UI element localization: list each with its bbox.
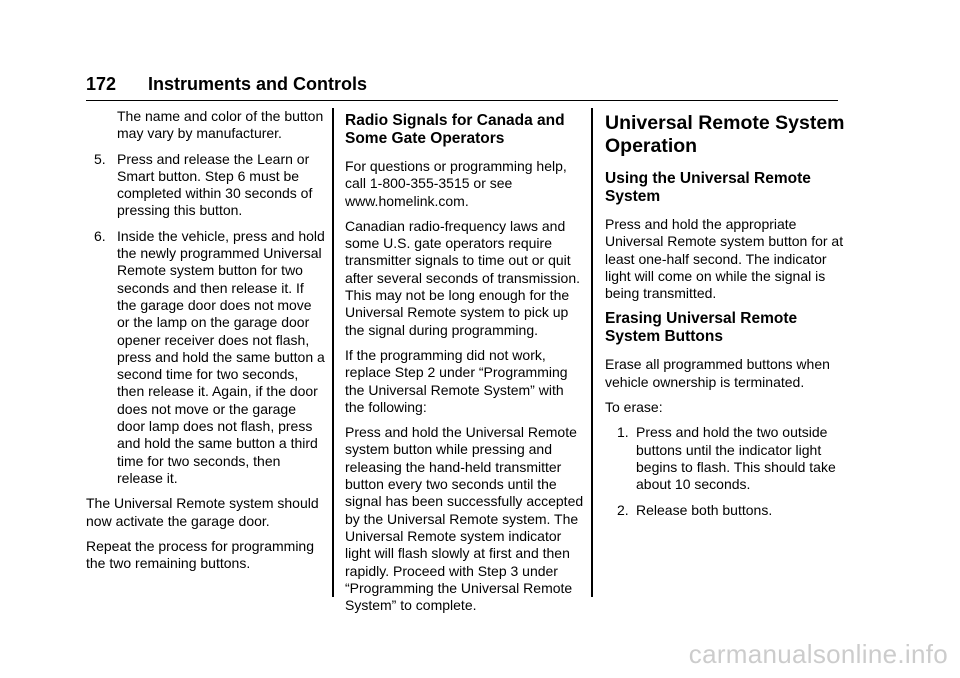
watermark: carmanualsonline.info [688, 639, 948, 669]
step-text: Press and hold the two outside buttons until the indicator light begins to flash. This should take about 10 seconds. [636, 424, 836, 493]
manufacturer-note: The name and color of the button may vary by manufacturer. [117, 108, 324, 142]
step-text: Press and release the Learn or Smart button. Step 6 must be completed within 30 seconds of pressing this button. [117, 150, 313, 219]
step-6 [86, 228, 326, 487]
column-left [86, 108, 326, 580]
column-divider [591, 108, 593, 597]
paragraph: Repeat the process for programming the two remaining buttons. [86, 537, 314, 572]
column-divider [332, 108, 334, 597]
section-title: Instruments and Controls [148, 74, 368, 94]
paragraph: Canadian radio-frequency laws and some U.S. gate operators require transmitter signals to time out or quit after several seconds of transmission. This may not be long enough for the Universal Remote system to pick up the signal during programming. [345, 217, 580, 338]
subheading-erasing: Erasing Universal Remote System Buttons [605, 310, 798, 346]
column-right [605, 108, 845, 527]
step-number: 6. [94, 227, 106, 244]
step-number: 5. [94, 150, 106, 167]
step-text: Release both buttons. [636, 501, 773, 518]
paragraph: The Universal Remote system should now activate the garage door. [86, 495, 319, 529]
paragraph: Press and hold the appropriate Universal Remote system button for at least one-half second. The indicator light will come on while the signal is being transmitted. [605, 216, 844, 302]
heading-radio-signals: Radio Signals for Canada and Some Gate Operators [345, 112, 565, 147]
paragraph: If the programming did not work, replace Step 2 under “Programming the Universal Remote System” with the following: [345, 346, 568, 415]
paragraph: For questions or programming help, call 1-800-355-3515 or see www.homelink.com. [345, 158, 567, 209]
paragraph: To erase: [605, 399, 663, 416]
page-number: 172 [86, 74, 117, 94]
page-header [86, 70, 838, 101]
subheading-using: Using the Universal Remote System [605, 170, 811, 205]
heading-system-operation: Universal Remote System Operation [605, 112, 845, 157]
erase-step-2 [605, 502, 845, 519]
paragraph: Press and hold the Universal Remote system button while pressing and releasing the hand-held transmitter button every two seconds until the signal has been successfully accepted by the Universal Remote system. The Universal Remote system indicator light will flash slowly at first and then rapidly. Proceed with Step 3 under “Programming the Universal Remote System” to complete. [345, 424, 584, 614]
column-middle [345, 108, 585, 622]
step-number: 2. [617, 501, 629, 518]
step-number: 1. [617, 424, 629, 441]
paragraph: Erase all programmed buttons when vehicle ownership is terminated. [605, 356, 830, 390]
erase-step-1 [605, 424, 845, 493]
step-text: Inside the vehicle, press and hold the newly programmed Universal Remote system button for two seconds and then release it. If the garage door does not move or the lamp on the garage door opener receiver does not flash, press and hold the same button a second time for two seconds, then release it. Again, if the door does not move or the garage door lamp does not flash, press and hold the same button a third time for two seconds, then release it. [117, 227, 325, 486]
step-5 [86, 151, 326, 220]
